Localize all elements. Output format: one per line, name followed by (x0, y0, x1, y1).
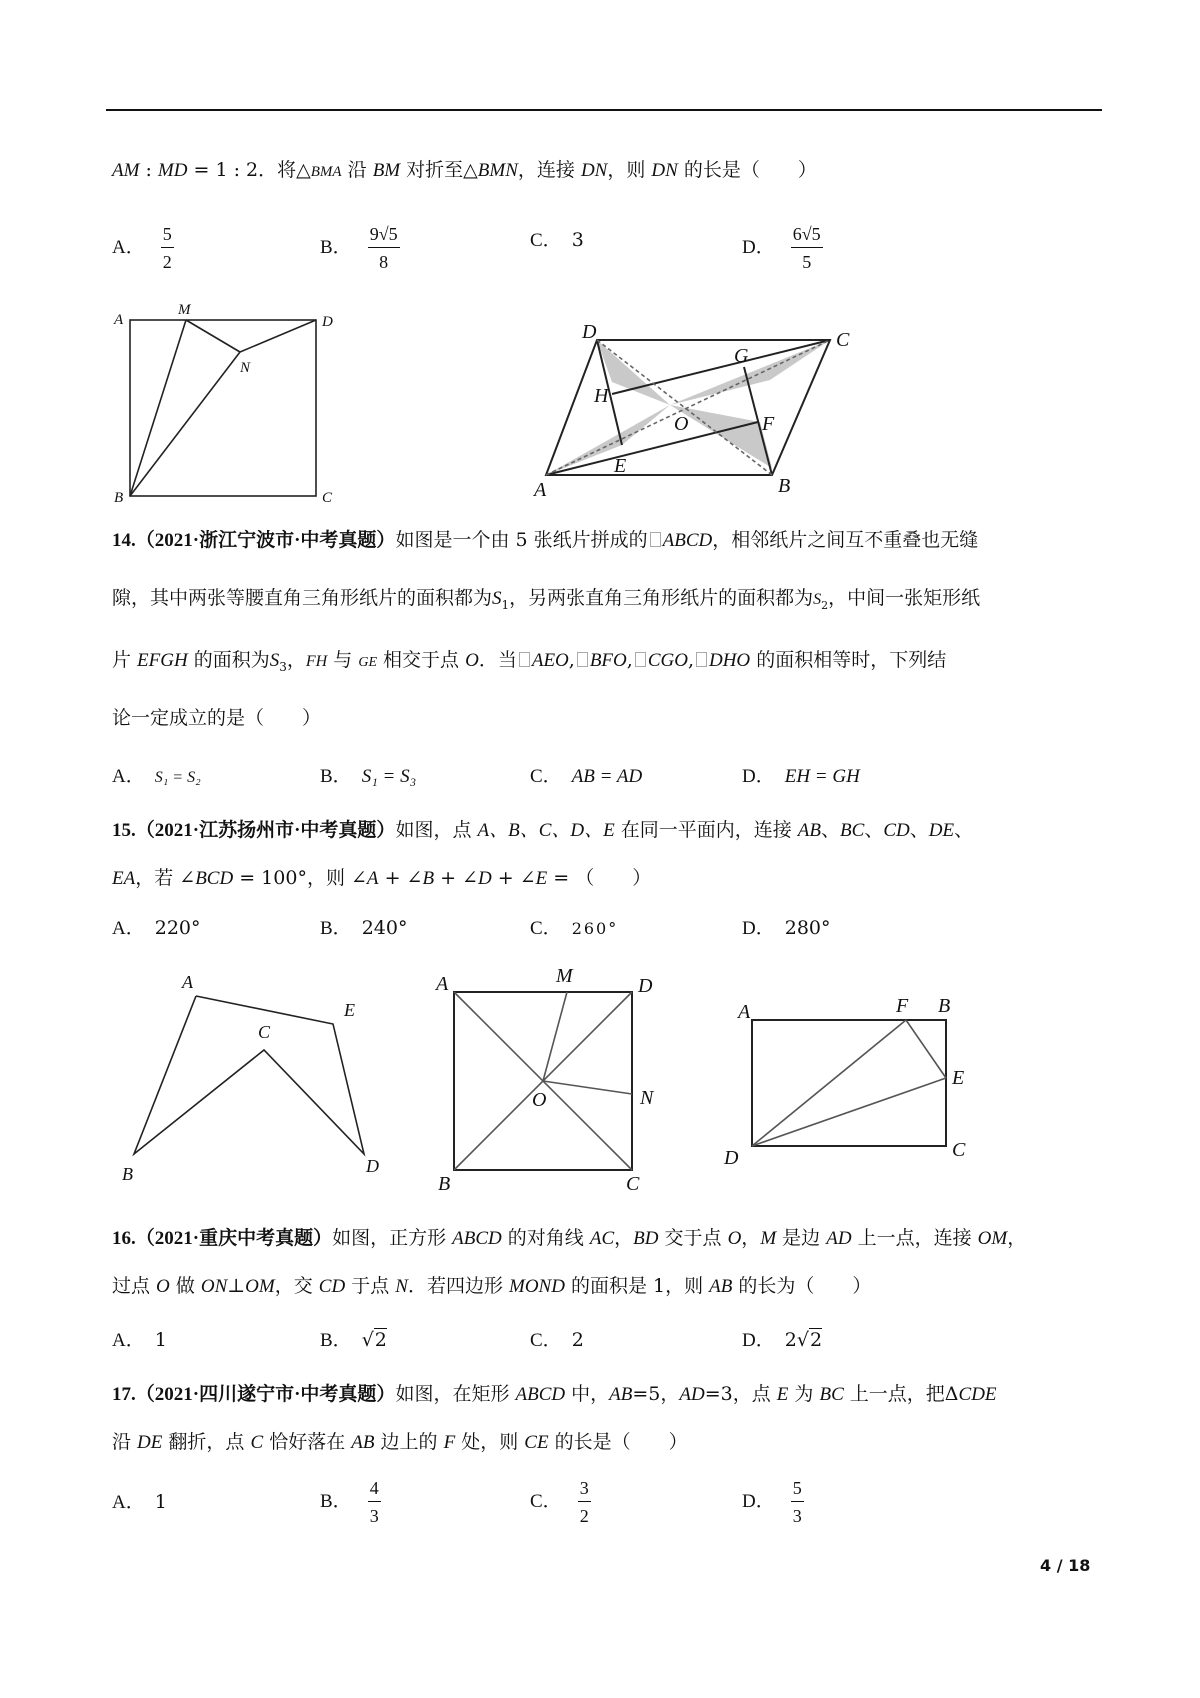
text: + ∠ (378, 867, 423, 889)
math-bma: BMA (310, 164, 342, 180)
math-b: B (422, 868, 435, 889)
option-label: B． (320, 1491, 352, 1512)
option-label: D． (742, 1330, 775, 1351)
math-ac: AC (589, 1228, 615, 1249)
math-ab: AB (351, 1432, 375, 1453)
segment-nd (240, 320, 316, 352)
text: ， (614, 1227, 634, 1249)
text: 、 (909, 819, 929, 841)
label-o: O (674, 413, 689, 435)
numerator: 5 (791, 1478, 804, 1502)
option-label: D． (742, 237, 775, 258)
text: ，相邻纸片之间互不重叠也无缝 (712, 529, 979, 551)
math-s: S (269, 650, 280, 671)
text: 沿 (341, 159, 373, 181)
math-am: AM (112, 160, 140, 181)
label-f: F (762, 413, 775, 435)
math-o: O (465, 650, 479, 671)
text: 于点 (345, 1275, 396, 1297)
q14-option-c[interactable] (530, 764, 642, 789)
math-bfo: BFO (589, 650, 627, 671)
text: 上一点，连接 (851, 1227, 978, 1249)
coefficient: 2 (784, 1329, 797, 1351)
numerator: 5 (161, 224, 174, 248)
text: ，则 (607, 159, 652, 181)
text: ，连接 (517, 159, 581, 181)
q16-line-1 (112, 1226, 1026, 1251)
text: 论一定成立的是（ ） (112, 707, 322, 729)
text: , (687, 649, 694, 671)
q16-option-c[interactable] (530, 1328, 584, 1353)
math-ad: AD (679, 1384, 705, 1405)
text: 沿 (112, 1431, 138, 1453)
text: = 100°，则 ∠ (233, 867, 367, 889)
q14-line-2 (112, 586, 980, 618)
math-de: DE (928, 820, 955, 841)
label-g: G (734, 345, 749, 367)
math-ce: CE (524, 1432, 549, 1453)
question-number: 14. (112, 530, 136, 551)
label-e: E (344, 1000, 355, 1020)
q13-figure (108, 296, 358, 506)
q13-stem-line (112, 158, 817, 184)
text: 交于点 (658, 1227, 728, 1249)
text: 的对角线 (501, 1227, 590, 1249)
option-value: 280° (784, 917, 831, 939)
text: 处，则 (455, 1431, 525, 1453)
triangle-symbol-icon (577, 652, 588, 667)
label-b: B (938, 995, 951, 1017)
label-e: E (614, 455, 627, 477)
q17-option-b[interactable] (320, 1478, 381, 1526)
text: 、 (821, 819, 841, 841)
math-bmn: BMN (477, 160, 518, 181)
math-abcd: ABCD (515, 1384, 566, 1405)
segment-mn (186, 320, 240, 352)
q14-line-1 (112, 528, 978, 553)
text: 如图，点 (395, 819, 478, 841)
text: 的长是（ ） (677, 159, 817, 181)
label-n: N (640, 1087, 654, 1109)
text: 在同一平面内，连接 (614, 819, 798, 841)
option-label: C． (530, 918, 562, 939)
segment-om (543, 992, 567, 1081)
label-m: M (556, 965, 573, 987)
option-value: AB = AD (571, 766, 643, 787)
math-ab: AB (797, 820, 822, 841)
math-abcd: ABCD (452, 1228, 502, 1249)
q13-option-d[interactable] (742, 224, 823, 272)
question-source: （2021·重庆中考真题） (135, 1228, 333, 1249)
denominator: 8 (379, 252, 389, 272)
q13-option-b[interactable] (320, 224, 400, 272)
label-c: C (952, 1139, 966, 1161)
numerator: 4 (368, 1478, 381, 1502)
math-o: O (727, 1228, 742, 1249)
math-n: N (395, 1276, 408, 1297)
math-bm: BM (372, 160, 401, 181)
label-a: A (436, 973, 449, 995)
shaded-ae (546, 405, 670, 475)
math-aeo: AEO (531, 650, 569, 671)
option-label: B． (320, 766, 352, 787)
question-source: （2021·江苏扬州市·中考真题） (135, 820, 396, 841)
triangle-symbol-icon (519, 652, 530, 667)
sqrt-icon: √2 (361, 1329, 387, 1351)
text: = 1 : 2．将△ (187, 159, 311, 181)
q15-option-a[interactable] (112, 916, 201, 941)
q16-option-b[interactable] (320, 1328, 387, 1353)
text: 翻折，点 (162, 1431, 251, 1453)
label-h: H (594, 385, 609, 407)
triangle-symbol-icon (696, 652, 707, 667)
math-de: DE (137, 1432, 163, 1453)
q15-figure (112, 968, 402, 1188)
math-md: MD (157, 160, 188, 181)
denominator: 2 (162, 252, 172, 272)
q13-option-a[interactable] (112, 224, 174, 272)
label-b: B (438, 1173, 451, 1195)
option-label: D． (742, 766, 775, 787)
text: ， (741, 1227, 761, 1249)
text: 恰好落在 (263, 1431, 352, 1453)
math-fh: FH (305, 653, 328, 670)
q17-option-d[interactable] (742, 1478, 804, 1526)
math-on: ON (200, 1276, 228, 1297)
math-a: A (366, 868, 379, 889)
page-number: 4 / 18 (1040, 1556, 1091, 1575)
sqrt-icon: √2 (796, 1329, 823, 1351)
q14-line-3 (112, 648, 946, 679)
question-source: （2021·四川遂宁市·中考真题） (135, 1384, 396, 1405)
text: 如图，在矩形 (395, 1383, 516, 1405)
q14-line-4 (112, 706, 321, 730)
math-dn: DN (580, 160, 608, 181)
option-label: A． (112, 1492, 145, 1513)
math-cde: CDE (958, 1384, 997, 1405)
option-label: A． (112, 918, 145, 939)
text: 、 (864, 819, 884, 841)
label-b: B (114, 490, 124, 506)
text: 中， (565, 1383, 610, 1405)
text: , (626, 649, 633, 671)
text: 的面积为 (187, 649, 270, 671)
math-ea: EA (112, 868, 136, 889)
q17-line-2 (112, 1430, 688, 1455)
text: 的长为（ ） (732, 1275, 872, 1297)
math-ad: AD (826, 1228, 852, 1249)
perpendicular-symbol: ⊥ (227, 1275, 246, 1297)
q16-option-d[interactable] (742, 1328, 822, 1353)
q16-option-a[interactable] (112, 1328, 167, 1353)
text: + ∠ (491, 867, 536, 889)
text: 的长是（ ） (548, 1431, 688, 1453)
radicand: 2 (374, 1329, 387, 1351)
label-f: F (896, 995, 909, 1017)
fraction (161, 224, 174, 272)
label-d: D (638, 975, 653, 997)
option-value: 220° (154, 917, 201, 939)
text: ．若四边形 (407, 1275, 509, 1297)
option-label: B． (320, 918, 352, 939)
label-c: C (258, 1022, 271, 1042)
q15-option-b[interactable] (320, 916, 407, 941)
q17-line-1 (112, 1382, 997, 1407)
option-label: C． (530, 230, 562, 251)
text: ， (1007, 1227, 1027, 1249)
rectangle-abcd (752, 1020, 946, 1146)
q16-line-2 (112, 1274, 871, 1299)
header-rule (106, 109, 1102, 111)
option-value: 1 (154, 1491, 167, 1513)
q15-option-c[interactable] (530, 916, 618, 941)
q14-option-d[interactable] (742, 764, 860, 789)
label-b: B (778, 475, 791, 497)
label-d: D (322, 314, 333, 330)
text: 如图是一个由 5 张纸片拼成的 (395, 529, 648, 551)
math-c: C (250, 1432, 264, 1453)
segment-bn (130, 352, 240, 496)
text: 片 (112, 649, 138, 671)
question-source: （2021·浙江宁波市·中考真题） (135, 530, 396, 551)
label-e: E (952, 1067, 965, 1089)
text: ，中间一张矩形纸 (828, 587, 981, 609)
text: ， (286, 649, 306, 671)
option-label: C． (530, 1330, 562, 1351)
fraction (791, 1478, 804, 1526)
option-value: EH = GH (784, 766, 860, 787)
math-dn: DN (651, 160, 678, 181)
text: 的面积相等时，下列结 (750, 649, 947, 671)
math-ab: AB (609, 1384, 633, 1405)
label-o: O (532, 1089, 547, 1111)
polygon-abcde (134, 996, 364, 1154)
math-o: O (156, 1276, 170, 1297)
label-a: A (534, 479, 547, 500)
math-bc: BC (819, 1384, 844, 1405)
text: =5， (632, 1383, 680, 1405)
text: 边上的 (374, 1431, 444, 1453)
text: 如图，正方形 (332, 1227, 453, 1249)
q14-option-a[interactable] (112, 764, 201, 790)
q16-figure (430, 962, 660, 1196)
option-label: A． (112, 237, 145, 258)
numerator: 3 (578, 1478, 591, 1502)
label-c: C (626, 1173, 640, 1195)
math-m: M (760, 1228, 777, 1249)
math-bc: BC (840, 820, 865, 841)
fraction (368, 224, 400, 272)
option-value: 2 (571, 1329, 584, 1351)
label-n: N (240, 360, 251, 376)
text: = （ ） (547, 867, 652, 889)
label-a: A (114, 312, 124, 328)
option-label: B． (320, 237, 352, 258)
option-label: D． (742, 918, 775, 939)
segment-bm (130, 320, 186, 496)
text: 过点 (112, 1275, 157, 1297)
colon: : (139, 159, 158, 181)
math-om: OM (245, 1276, 275, 1297)
math-cgo: CGO (647, 650, 688, 671)
option-value: S₁ = S₃ (361, 766, 417, 787)
question-number: 16. (112, 1228, 136, 1249)
option-value: 1 (154, 1329, 167, 1351)
numerator: 6√5 (791, 224, 823, 248)
math-mond: MOND (509, 1276, 565, 1297)
text: ，若 ∠ (135, 867, 196, 889)
denominator: 3 (369, 1506, 379, 1526)
text: 上一点，把Δ (843, 1383, 959, 1405)
subscript: 1 (501, 597, 510, 612)
subscript: 2 (821, 598, 829, 612)
text: 为 (788, 1383, 820, 1405)
text: 隙，其中两张等腰直角三角形纸片的面积都为 (112, 587, 493, 609)
label-d: D (724, 1147, 739, 1164)
segment-df (752, 1020, 906, 1146)
text: ，交 (274, 1275, 319, 1297)
math-s: S (492, 588, 502, 609)
math-cd: CD (883, 820, 910, 841)
segment-af (546, 422, 758, 475)
option-value: 260° (571, 919, 619, 938)
option-label: D． (742, 1491, 775, 1512)
q14-figure (500, 310, 870, 500)
text: , (568, 649, 575, 671)
label-m: M (178, 302, 191, 318)
question-number: 17. (112, 1384, 136, 1405)
q14-option-b[interactable] (320, 764, 416, 789)
denominator: 2 (579, 1506, 589, 1526)
triangle-symbol-icon (635, 652, 646, 667)
text: 与 (327, 649, 359, 671)
option-label: A． (112, 1330, 145, 1351)
math-ab: AB (709, 1276, 733, 1297)
text: 对折至△ (400, 159, 478, 181)
math-cd: CD (318, 1276, 346, 1297)
text: ，另两张直角三角形纸片的面积都为 (509, 587, 814, 609)
math-s: S (813, 591, 822, 608)
text: 的面积是 1，则 (564, 1275, 710, 1297)
math-f: F (443, 1432, 456, 1453)
label-a: A (738, 1001, 751, 1023)
option-label: B． (320, 1330, 352, 1351)
text: =3，点 (704, 1383, 777, 1405)
math-points: A、B、C、D、E (477, 820, 615, 841)
label-a: A (182, 972, 193, 992)
math-abcd: ABCD (662, 530, 713, 551)
q15-line-2 (112, 866, 651, 891)
label-d: D (582, 321, 597, 343)
label-d: D (366, 1156, 379, 1176)
text: ．当 (478, 649, 517, 671)
math-dho: DHO (708, 650, 751, 671)
denominator: 5 (802, 252, 812, 272)
q17-option-c[interactable] (530, 1478, 591, 1526)
math-ge: GE (358, 655, 377, 670)
text: 是边 (776, 1227, 827, 1249)
q13-option-c[interactable] (530, 228, 584, 253)
text: 、 (954, 819, 974, 841)
label-c: C (322, 490, 333, 506)
segment-de (752, 1078, 946, 1146)
option-value: 3 (571, 229, 584, 251)
label-b: B (122, 1164, 133, 1184)
math-d: D (477, 868, 492, 889)
math-om: OM (977, 1228, 1008, 1249)
text: 做 (169, 1275, 201, 1297)
q15-line-1 (112, 818, 973, 843)
question-number: 15. (112, 820, 136, 841)
option-value: 240° (361, 917, 408, 939)
option-label: A． (112, 766, 145, 787)
math-efgh: EFGH (137, 650, 188, 671)
subscript: 3 (279, 659, 287, 674)
denominator: 3 (792, 1506, 802, 1526)
q17-option-a[interactable] (112, 1490, 167, 1515)
numerator: 9√5 (368, 224, 400, 248)
fraction (791, 224, 823, 272)
text: 相交于点 (377, 649, 466, 671)
option-label: C． (530, 766, 562, 787)
option-value: S₁ = S₂ (154, 769, 201, 786)
math-e: E (535, 868, 548, 889)
label-c: C (836, 329, 850, 351)
q15-option-d[interactable] (742, 916, 831, 941)
radicand: 2 (809, 1329, 823, 1351)
math-e: E (776, 1384, 789, 1405)
segment-fe (906, 1020, 946, 1078)
math-bcd: BCD (195, 868, 234, 889)
text: + ∠ (434, 867, 478, 889)
fraction (368, 1478, 381, 1526)
parallelogram-symbol-icon (650, 532, 661, 547)
fraction (578, 1478, 591, 1526)
q17-figure (712, 984, 972, 1164)
option-label: C． (530, 1491, 562, 1512)
segment-on (543, 1081, 632, 1094)
math-bd: BD (633, 1228, 659, 1249)
